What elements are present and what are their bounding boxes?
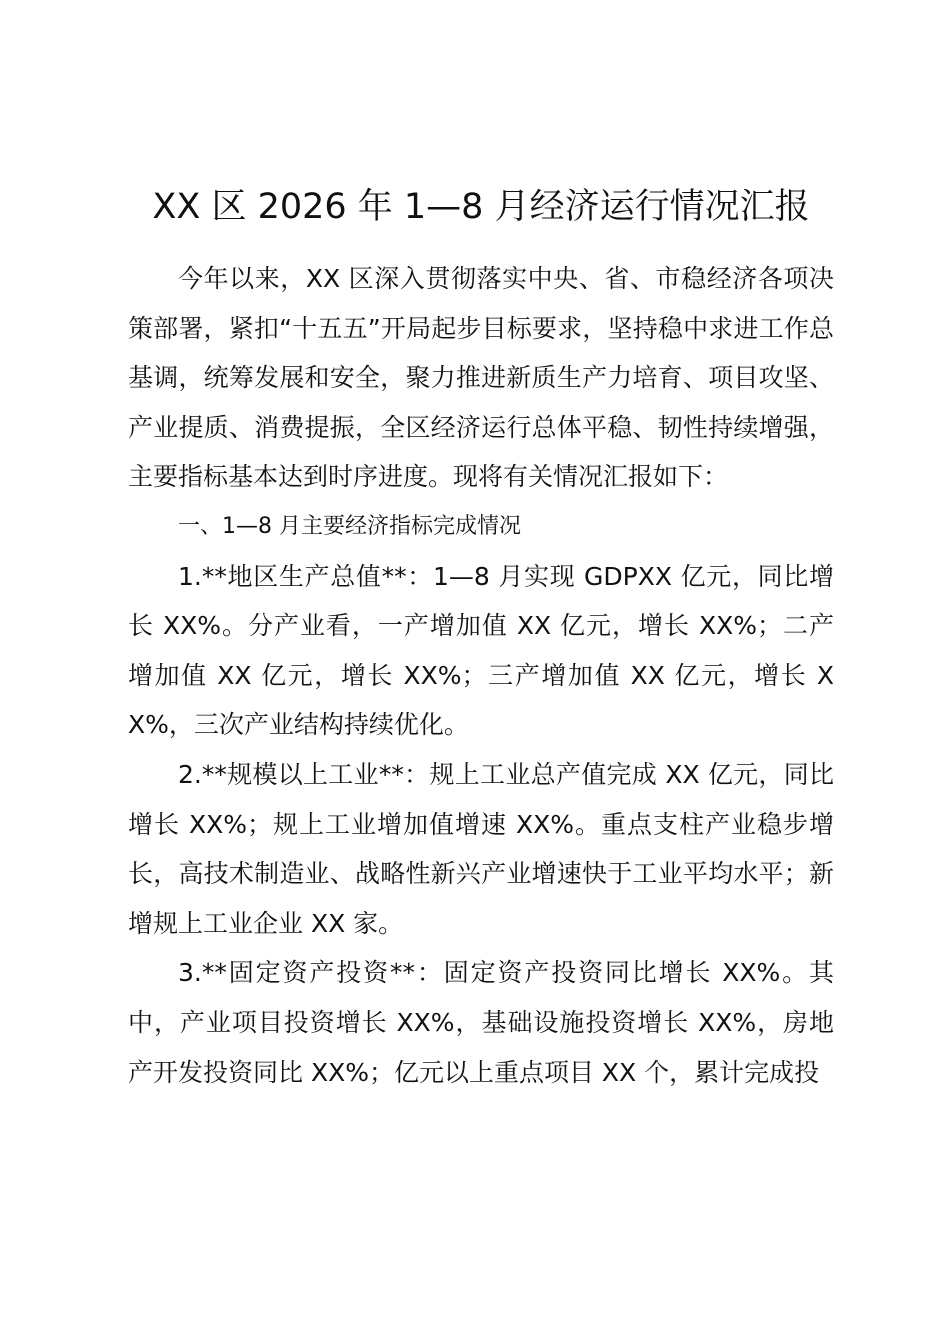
intro-paragraph: 今年以来，XX 区深入贯彻落实中央、省、市稳经济各项决策部署，紧扣“十五五”开局起步目标要求，坚持稳中求进工作总基调，统筹发展和安全，聚力推进新质生产力培育、项目攻坚、产业提质、消费提振，全区经济运行总体平稳、韧性持续增强，主要指标基本达到时序进度。现将有关情况汇报如下： xyxy=(128,264,834,492)
document-title: XX 区 2026 年 1—8 月经济运行情况汇报 xyxy=(152,187,810,227)
section-heading: 一、1—8 月主要经济指标完成情况 xyxy=(178,513,521,539)
document-body xyxy=(128,254,834,1097)
gdp-paragraph: 1.**地区生产总值**：1—8 月实现 GDPXX 亿元，同比增长 XX%。分产业看，一产增加值 XX 亿元，增长 XX%；二产增加值 XX 亿元，增长 XX%；三产增加值 XX 亿元，增长 XX%，三次产业结构持续优化。 xyxy=(128,561,834,740)
investment-paragraph: 3.**固定资产投资**：固定资产投资同比增长 XX%。其中，产业项目投资增长 XX%，基础设施投资增长 XX%，房地产开发投资同比 XX%；亿元以上重点项目 XX 个，累计完成投 xyxy=(128,958,834,1087)
document-page xyxy=(128,178,834,1097)
industry-paragraph: 2.**规模以上工业**：规上工业总产值完成 XX 亿元，同比增长 XX%；规上工业增加值增速 XX%。重点支柱产业稳步增长，高技术制造业、战略性新兴产业增速快于工业平均水平；新增规上工业企业 XX 家。 xyxy=(128,759,834,938)
